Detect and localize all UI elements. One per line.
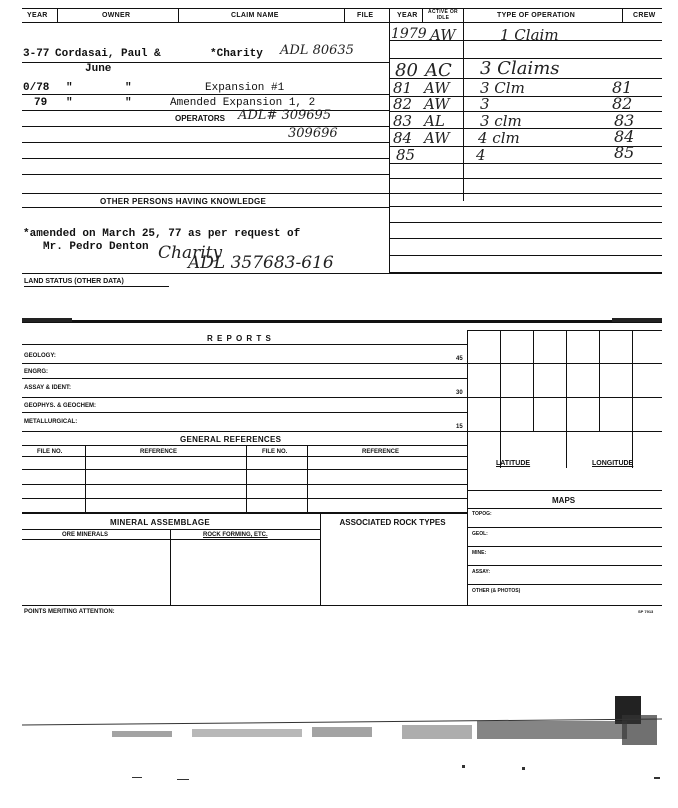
row1-year: 3-77 [23,48,50,60]
band-end-cap [22,318,72,322]
divider [463,8,464,201]
col-header-year-2: YEAR [397,12,418,19]
entry-active: AC [425,60,452,81]
scan-noise [22,705,662,785]
entry-active: AW [430,26,456,44]
operators-adl2-handwritten: 309696 [288,126,338,141]
report-label-geology: GEOLOGY: [24,353,56,359]
entry-year: 80 [395,60,418,81]
row-line [22,142,389,143]
maps-line [467,546,662,547]
gen-ref-divider [246,445,247,512]
land-status-label: LAND STATUS (OTHER DATA) [24,278,124,285]
col-header-active-or-idle: ACTIVE OR IDLE [428,9,458,21]
handwritten-adl: ADL 357683-616 [188,253,334,273]
reports-right-border [467,330,468,605]
row4-claim: Amended Expansion 1, 2 [170,97,316,109]
row1-claim-handwritten: ADL 80635 [280,43,354,58]
gen-ref-divider [307,445,308,512]
amended-note-line2: Mr. Pedro Denton [43,241,149,253]
entry-type: 4 [476,146,486,164]
entry-year: 84 [393,129,413,147]
gen-ref-col-file-no: FILE NO. [37,449,63,455]
divider [178,8,179,22]
row-line [389,255,662,256]
maps-other: OTHER (& PHOTOS) [472,588,521,594]
row3-year: 0/78 [23,82,50,94]
col-header-owner: OWNER [102,12,131,19]
entry-active: AW [424,95,450,113]
entry-type: 3 clm [480,112,522,130]
mineral-line [22,529,320,530]
reports-line [22,397,468,398]
gen-ref-line [22,484,468,485]
gen-ref-col-file-no-2: FILE NO. [262,449,288,455]
row3-owner-ditto: " [125,82,132,94]
reports-top-band [22,320,662,323]
row-line [389,238,662,239]
entry-type: 1 Claim [500,26,559,44]
grid-line-v [632,330,633,468]
entry-year: 82 [393,95,413,113]
points-meriting-attention: POINTS MERITING ATTENTION: [24,609,115,615]
form-bottom [22,605,662,606]
divider [389,8,390,273]
maps-line [467,565,662,566]
entry-year: 83 [393,112,413,130]
entry-year: 81 [393,79,413,97]
maps-top [467,490,662,491]
grid-line-v [566,330,567,468]
reports-title: R E P O R T S [207,334,272,343]
entry-crew: 84 [614,127,635,146]
grid-line-v [533,330,534,431]
latitude-label: LATITUDE [496,460,531,467]
other-persons-heading: OTHER PERSONS HAVING KNOWLEDGE [100,197,267,206]
report-label-assay: ASSAY & IDENT: [24,385,72,391]
gen-ref-divider [85,445,86,512]
mineral-line [22,539,320,540]
row4-year: 79 [34,97,48,109]
gen-ref-bottom [22,512,468,514]
row3-claim: Expansion #1 [205,82,285,94]
col-header-claim-name: CLAIM NAME [231,12,279,19]
reports-line [22,431,468,432]
longitude-label: LONGITUDE [592,460,634,467]
entry-type: 4 clm [478,129,520,147]
maps-assay: ASSAY: [472,569,491,575]
report-label-metallurgical: METALLURGICAL: [24,419,78,425]
reports-line [22,363,468,364]
row-line [22,207,389,208]
row-line [389,178,662,179]
gen-ref-line [22,498,468,499]
maps-topog: TOPOG: [472,511,492,517]
entry-active: AL [424,112,445,130]
row-line [22,94,389,95]
land-status-underline [24,286,169,287]
maps-title: MAPS [552,496,576,505]
row-line [22,193,662,194]
report-label-geophys: GEOPHYS. & GEOCHEM: [24,403,97,409]
gen-ref-line [22,456,468,457]
operators-adl-handwritten: ADL# 309695 [238,108,332,123]
entry-type: 3 [480,95,490,113]
row2-owner: June [85,63,112,75]
entry-crew: 85 [614,143,635,162]
entry-type: 3 Claims [480,58,560,79]
reports-line [22,344,468,345]
gen-ref-col-reference-2: REFERENCE [362,449,400,455]
band-end-cap [612,318,662,322]
row1-owner: Cordasai, Paul & [55,48,161,60]
entry-crew: 83 [614,111,635,130]
rock-forming-label: ROCK FORMING, ETC. [203,532,268,538]
row-line [389,163,662,164]
handwritten-charity: Charity [158,243,223,263]
entry-crew: 81 [612,78,633,97]
col-header-crew: CREW [633,12,656,19]
ore-minerals-label: ORE MINERALS [62,532,109,538]
row4-owner: " [66,97,73,109]
maps-mine: MINE: [472,550,487,556]
operators-label: OPERATORS [175,114,225,123]
divider [422,8,423,22]
entry-year: 1979 [391,26,427,42]
other-persons-bottom [22,273,662,274]
report-num-metallurgical: 15 [456,424,463,430]
row-line [389,222,662,223]
form-number: SP 7913 [638,609,654,614]
gen-ref-col-reference: REFERENCE [140,449,178,455]
grid-line-v [599,330,600,431]
report-num-assay: 30 [456,390,463,396]
header-bottom-border [22,22,662,23]
row1-claim: *Charity [210,48,263,60]
row-line [389,206,662,207]
row-line [22,110,389,111]
mineral-assemblage-title: MINERAL ASSEMBLAGE [110,518,211,527]
row-line [22,62,389,63]
maps-line [467,527,662,528]
general-references-title: GENERAL REFERENCES [180,435,282,444]
divider [622,8,623,22]
col-header-year: YEAR [27,12,48,19]
report-label-engrg: ENGRG: [24,369,48,375]
grid-line-v [500,330,501,468]
divider [57,8,58,22]
row-line [22,158,389,159]
row3-owner: " [66,82,73,94]
col-header-file: FILE [357,12,374,19]
entry-year: 85 [396,146,416,164]
reports-line [22,378,468,379]
maps-geol: GEOL: [472,531,488,537]
row-line [22,174,389,175]
gen-ref-line [22,445,468,446]
gen-ref-line [22,469,468,470]
report-num-geology: 45 [456,356,463,362]
divider [344,8,345,22]
mineral-divider [320,512,321,605]
entry-active: AW [424,129,450,147]
reports-line [22,412,468,413]
row4-owner-ditto: " [125,97,132,109]
maps-line [467,508,662,509]
associated-rock-types: ASSOCIATED ROCK TYPES [339,518,446,527]
amended-note-line1: *amended on March 25, 77 as per request of [23,228,301,240]
col-header-type-of-operation: TYPE OF OPERATION [497,12,576,19]
entry-type: 3 Clm [480,79,525,97]
entry-active: AW [424,79,450,97]
mineral-divider [170,529,171,605]
top-border [22,8,662,9]
entry-crew: 82 [612,94,633,113]
maps-line [467,584,662,585]
